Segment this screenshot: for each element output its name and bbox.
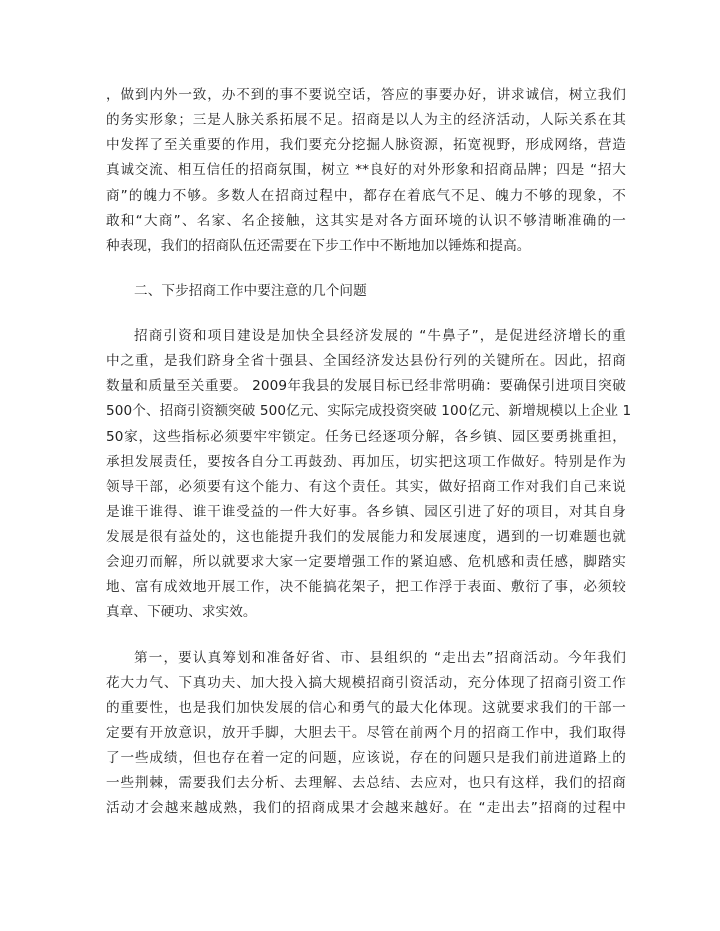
paragraph-2-line-11: 地、富有成效地开展工作，决不能搞花架子，把工作浮于表面、敷衍了事，必须较	[106, 579, 626, 595]
paragraph-2-line-12: 真章、下硬功、求实效。	[106, 604, 257, 620]
paragraph-1-line-6: 敢和“大商”、名家、名企接触，这其实是对各方面环境的认识不够清晰准确的一	[106, 213, 626, 229]
paragraph-2-line-10: 会迎刃而解，所以就要求大家一定要增强工作的紧迫感、危机感和责任感，脚踏实	[106, 554, 626, 570]
paragraph-1-line-3: 中发挥了至关重要的作用，我们要充分挖掘人脉资源，拓宽视野，形成网络，营造	[106, 137, 626, 153]
paragraph-2-line-6: 承担发展责任，要按各自分工再鼓劲、再加压，切实把这项工作做好。特别是作为	[106, 454, 626, 470]
paragraph-3-line-1: 第一，要认真筹划和准备好省、市、县组织的 “走出去”招商活动。今年我们	[134, 650, 626, 666]
paragraph-1-line-7: 种表现，我们的招商队伍还需要在下步工作中不断地加以锤炼和提高。	[106, 238, 531, 254]
paragraph-2-line-8: 是谁干谁得、谁干谁受益的一件大好事。各乡镇、园区引进了好的项目，对其自身	[106, 504, 626, 520]
paragraph-3-line-5: 了一些成绩，但也存在着一定的问题，应该说，存在的问题只是我们前进道路上的	[106, 750, 626, 766]
paragraph-3-line-6: 一些荆棘，需要我们去分析、去理解、去总结、去应对，也只有这样，我们的招商	[106, 775, 626, 791]
paragraph-1-line-1: ，做到内外一致，办不到的事不要说空话，答应的事要办好，讲求诚信，树立我们	[106, 87, 626, 103]
paragraph-3-line-3: 的重要性，也是我们加快发展的信心和勇气的最大化体现。这就要求我们的干部一	[106, 700, 626, 716]
paragraph-3-line-4: 定要有开放意识，放开手脚，大胆去干。尽管在前两个月的招商工作中，我们取得	[106, 725, 626, 741]
paragraph-3-line-7: 活动才会越来越成熟，我们的招商成果才会越来越好。在 “走出去”招商的过程中	[106, 800, 626, 816]
paragraph-2-line-9: 发展是很有益处的，这也能提升我们的发展能力和发展速度，遇到的一切难题也就	[106, 529, 626, 545]
section-heading: 二、下步招商工作中要注意的几个问题	[134, 283, 367, 299]
paragraph-2-line-5: 50家，这些指标必须要牢牢锁定。任务已经逐项分解，各乡镇、园区要勇挑重担，	[106, 429, 626, 445]
paragraph-1-line-5: 商”的魄力不够。多数人在招商过程中，都存在着底气不足、魄力不够的现象，不	[106, 188, 626, 204]
paragraph-1-line-4: 真诚交流、相互信任的招商氛围，树立 **良好的对外形象和招商品牌；四是 “招大	[106, 162, 626, 178]
paragraph-2-line-4: 500个、招商引资额突破 500亿元、实际完成投资突破 100亿元、新增规模以上企业 1	[106, 403, 632, 419]
paragraph-1-line-2: 的务实形象；三是人脉关系拓展不足。招商是以人为主的经济活动，人际关系在其	[106, 112, 626, 128]
paragraph-2-line-7: 领导干部，必须要有这个能力、有这个责任。其实，做好招商工作对我们自己来说	[106, 479, 626, 495]
paragraph-2-line-3: 数量和质量至关重要。 2009年我县的发展目标已经非常明确：要确保引进项目突破	[106, 378, 626, 394]
paragraph-3-line-2: 花大力气、下真功夫、加大投入搞大规模招商引资活动，充分体现了招商引资工作	[106, 675, 626, 691]
paragraph-2-line-2: 中之重，是我们跻身全省十强县、全国经济发达县份行列的关键所在。因此，招商	[106, 353, 626, 369]
paragraph-2-line-1: 招商引资和项目建设是加快全县经济发展的 “牛鼻子”，是促进经济增长的重	[134, 328, 626, 344]
